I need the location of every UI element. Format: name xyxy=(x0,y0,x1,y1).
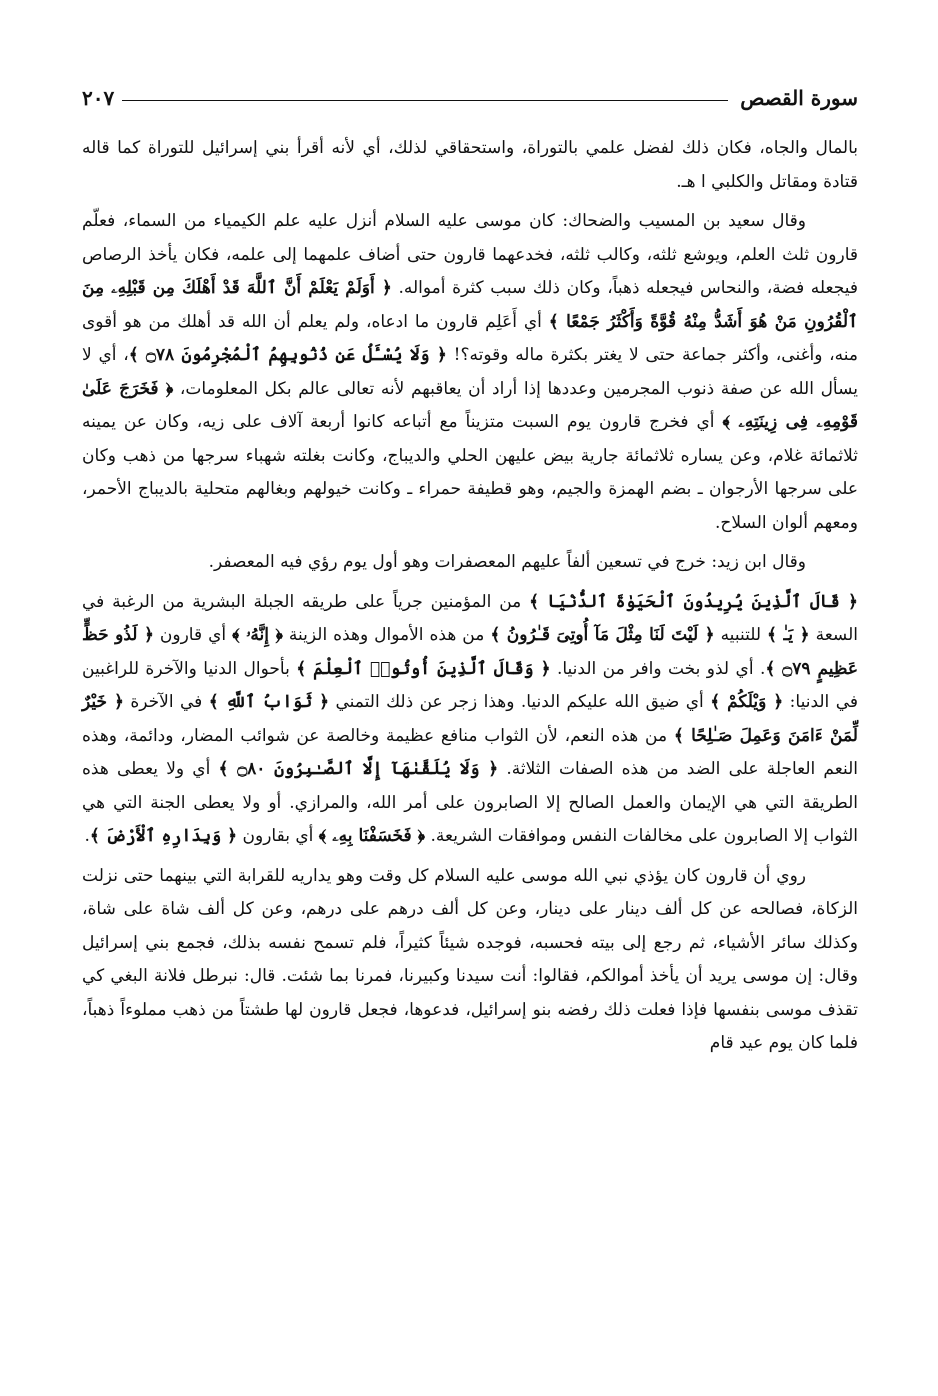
quran-quote: ﴿ فَخَرَجَ عَلَىٰ قَوْمِهِۦ فِى زِينَتِهِۦ ﴾ xyxy=(82,378,858,432)
text-run: ، أي لا يسأل الله عن صفة ذنوب المجرمين وعددها إذا أراد أن يعاقبهم لأنه تعالى عالم بكل المعلومات، xyxy=(82,345,858,399)
body-text xyxy=(82,132,858,1067)
quran-quote: ﴿ قَالَ ٱلَّذِينَ يُرِيدُونَ ٱلْحَيَوٰةَ ٱلدُّنْيَا ﴾ xyxy=(529,591,859,612)
quran-quote: ﴿ ثَوَابُ ٱللَّهِ ﴾ xyxy=(208,692,330,712)
quran-quote: ﴿ أَوَلَمْ يَعْلَمْ أَنَّ ٱللَّهَ قَدْ أَهْلَكَ مِن قَبْلِهِۦ مِنَ ٱلْقُرُونِ مَنْ هُوَ أَشَدُّ مِنْهُ قُوَّةً وَأَكْثَرُ جَمْعًا ﴾ xyxy=(82,278,858,332)
text-run: روي أن قارون كان يؤذي نبي الله موسى عليه السلام كل وقت وهو يداريه للقرابة التي بينهما حتى نزلت الزكاة، فصالحه عن كل ألف دينار على دينار، وعن كل ألف درهم على درهم، وعن كل ألف شاة على شاة، وكذلك سائر الأشياء، ثم رجع إلى بيته فحسبه، فوجده شيئاً كثيراً، فلم تسمح نفسه بذلك، فجمع بني إسرائيل وقال: إن موسى يريد أن يأخذ أموالكم، فقالوا: أنت سيدنا وكبيرنا، فمرنا بما شئت. قال: نبرطل فلانة البغي كي تقذف موسى بنفسها فإذا فعلت ذلك رفضه بنو إسرائيل، فدعوها، فجعل قارون لها طشتاً من ذهب مملوءاً ذهباً، فلما كان يوم عيد قام xyxy=(82,865,858,1053)
text-run: أي بقارون xyxy=(237,826,319,846)
text-run: أي قارون xyxy=(153,625,233,645)
text-run: بأحوال الدنيا والآخرة للراغبين في الدنيا: xyxy=(82,658,858,712)
text-run: من المؤمنين جرياً على طريقه الجبلة البشرية من الرغبة في السعة xyxy=(82,591,858,645)
surah-title: سورة القصص xyxy=(740,86,858,110)
paragraph xyxy=(82,205,858,540)
quran-quote: ﴿ يَـٰ ﴾ xyxy=(767,625,810,645)
text-run: في الآخرة xyxy=(123,692,209,712)
text-run: أي ولا يعطى هذه الطريقة التي هي الإيمان والعمل الصالح إلا الصابرون على أمر الله، والمرازي. أو ولا يعطى الجنة التي هي الثواب إلا الصابرون على مخالفات النفس وموافقات الشريعة. xyxy=(82,759,858,846)
page-number: ٢٠٧ xyxy=(82,86,115,110)
quran-quote: ﴿ وَلَا يُلَقَّىٰهَآ إِلَّا ٱلصَّـٰبِرُونَ ۝٨٠ ﴾ xyxy=(218,759,499,779)
quran-quote: ﴿ وَقَالَ ٱلَّذِينَ أُوتُوا۟ ٱلْعِلْمَ ﴾ xyxy=(296,658,551,679)
quran-quote: ﴿ وَبِدَارِهِ ٱلْأَرْضَ ﴾ xyxy=(89,826,238,846)
paragraph xyxy=(82,586,858,854)
paragraph xyxy=(82,860,858,1061)
quran-quote: ﴿ لَذُو حَظٍّ عَظِيمٍ ۝٧٩ ﴾ xyxy=(82,625,858,679)
text-run: وقال سعيد بن المسيب والضحاك: كان موسى عليه السلام أنزل عليه علم الكيمياء من السماء، فعلّم قارون ثلث العلم، ويوشع ثلثه، وكالب ثلثه، فخدعهما قارون حتى أضاف علمهما إلى علمه، فكان يأخذ الرصاص فيجعله فضة، والنحاس فيجعله ذهباً، وكان ذلك سبب كثرة أمواله. xyxy=(82,211,858,298)
text-run: بالمال والجاه، فكان ذلك لفضل علمي بالتوراة، واستحقاقي لذلك، أي لأنه أقرأ بني إسرائيل للتوراة كما قاله قتادة ومقاتل والكلبي ا هـ. xyxy=(82,138,858,192)
quran-quote: ﴿ وَلَا يُسْـَٔلُ عَن ذُنُوبِهِمُ ٱلْمُجْرِمُونَ ۝٧٨ ﴾ xyxy=(128,345,447,365)
text-run: . xyxy=(84,826,90,846)
running-header xyxy=(82,86,858,114)
text-run: . أي لذو بخت وافر من الدنيا. xyxy=(550,658,766,679)
header-rule xyxy=(122,100,728,101)
quran-quote: ﴿ لَيْتَ لَنَا مِثْلَ مَآ أُوتِىَ قَـٰرُونُ ﴾ xyxy=(490,625,715,645)
text-run: أي ضيق الله عليكم الدنيا. وهذا زجر عن ذلك التمني xyxy=(329,692,711,712)
quran-quote: ﴿ خَيْرٌ لِّمَنْ ءَامَنَ وَعَمِلَ صَـٰلِحًا ﴾ xyxy=(82,692,858,746)
quran-quote: ﴿ فَخَسَفْنَا بِهِۦ ﴾ xyxy=(318,826,426,846)
text-run: أي فخرج قارون يوم السبت متزيناً مع أتباعه كانوا أربعة آلاف على زيه، وكان عن يمينه ثلاثمائة غلام، وعن يساره ثلاثمائة جارية بيض عليهن الحلي والديباج، وكانت بغلته شهباء سرجها من ذهب وكان على سرجها الأرجوان ـ بضم الهمزة والجيم، وهو قطيفة حمراء ـ وكانت خيولهم وبغالهم متحلية بالديباج الأحمر، ومعهم ألوان السلاح. xyxy=(82,412,858,533)
text-run: من هذه النعم، لأن الثواب منافع عظيمة وخالصة عن شوائب المضار، ودائمة، وهذه النعم العاجلة على الضد من هذه الصفات الثلاثة. xyxy=(82,725,858,779)
text-run: وقال ابن زيد: خرج في تسعين ألفاً عليهم المعصفرات وهو أول يوم رؤي فيه المعصفر. xyxy=(208,552,806,572)
quran-quote: ﴿ وَيْلَكُمْ ﴾ xyxy=(710,692,784,712)
text-run: للتنبيه xyxy=(714,625,767,645)
text-run: من هذه الأموال وهذه الزينة xyxy=(282,625,491,645)
text-run: أي أَعَلِم قارون ما ادعاه، ولم يعلم أن الله قد أهلك من هو أقوى منه، وأغنى، وأكثر جماعة حتى لا يغتر بكثرة ماله وقوته؟! xyxy=(82,311,858,365)
quran-quote: ﴿ إِنَّهُۥ ﴾ xyxy=(232,625,283,645)
paragraph xyxy=(82,546,858,580)
paragraph xyxy=(82,132,858,199)
